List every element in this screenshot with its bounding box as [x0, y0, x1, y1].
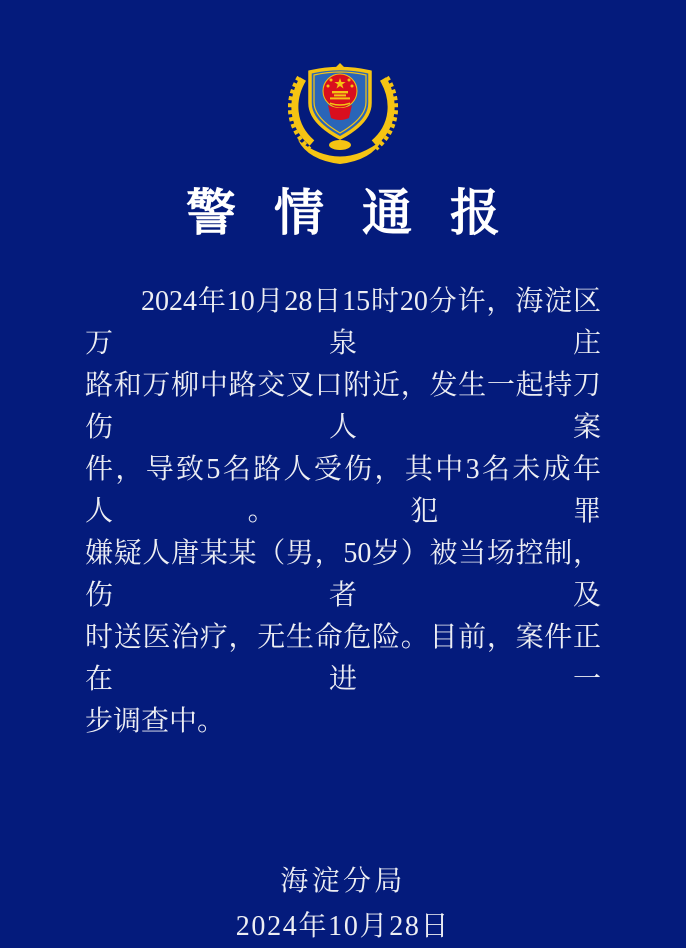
shield-top-tip	[336, 63, 344, 67]
police-badge-icon	[288, 61, 398, 167]
notice-body-line: 步调查中。	[85, 706, 226, 737]
notice-body-line: 时送医治疗，无生命危险。目前，案件正在进一	[85, 622, 601, 695]
signature: 海淀分局	[280, 866, 406, 897]
wreath-knot	[329, 140, 351, 150]
notice-body-line: 件，导致5名路人受伤，其中3名未成年人。犯罪	[85, 454, 601, 527]
notice-title: 警情通报	[186, 185, 538, 241]
notice-body	[85, 281, 601, 743]
police-notice	[0, 61, 686, 942]
notice-date: 2024年10月28日	[235, 911, 451, 942]
notice-body-line: 2024年10月28日15时20分许，海淀区万泉庄	[85, 286, 601, 359]
notice-body-line: 路和万柳中路交叉口附近，发生一起持刀伤人案	[85, 370, 601, 443]
notice-body-line: 嫌疑人唐某某（男，50岁）被当场控制，伤者及	[85, 538, 601, 611]
